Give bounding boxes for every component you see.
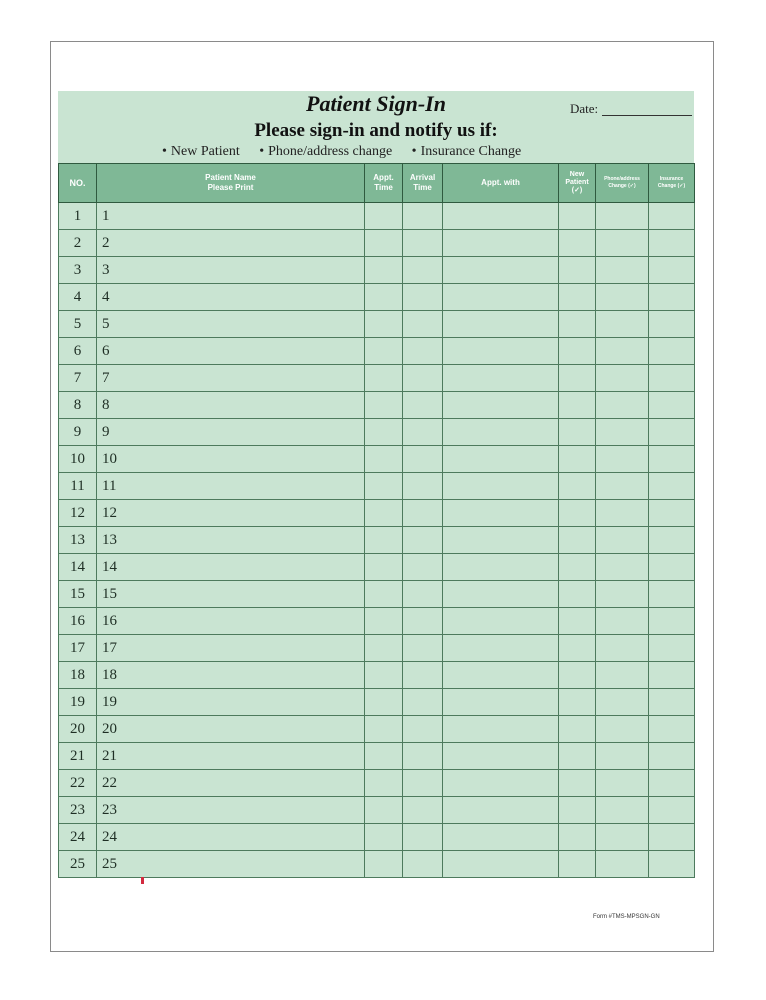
row-number: 2 [59,230,97,257]
appt-with-cell[interactable] [443,365,559,392]
patient-name-cell[interactable]: 2 [97,230,365,257]
patient-name-cell[interactable]: 19 [97,689,365,716]
appt-with-cell[interactable] [443,230,559,257]
row-number: 8 [59,392,97,419]
new-patient-check-cell[interactable] [559,419,596,446]
table-row [59,770,695,797]
table-row [59,365,695,392]
table-row [59,392,695,419]
insurance-change-cell[interactable] [649,554,695,581]
phone-address-change-cell[interactable] [596,743,649,770]
form-title: Patient Sign-In [306,91,446,116]
table-row [59,635,695,662]
patient-name-cell[interactable]: 22 [97,770,365,797]
appt-time-cell[interactable] [365,284,403,311]
appt-time-cell[interactable] [365,770,403,797]
arrival-time-cell[interactable] [403,284,443,311]
row-number: 7 [59,365,97,392]
appt-with-cell[interactable] [443,338,559,365]
insurance-change-cell[interactable] [649,851,695,878]
appt-with-cell[interactable] [443,662,559,689]
new-patient-check-cell[interactable] [559,527,596,554]
patient-name-cell[interactable]: 25 [97,851,365,878]
new-patient-check-cell[interactable] [559,824,596,851]
bullet-insurance-change: • Insurance Change [412,144,522,159]
table-row [59,581,695,608]
arrival-time-cell[interactable] [403,419,443,446]
new-patient-check-cell[interactable] [559,554,596,581]
row-number: 3 [59,257,97,284]
row-number: 1 [59,203,97,230]
appt-with-cell[interactable] [443,446,559,473]
new-patient-check-cell[interactable] [559,635,596,662]
insurance-change-cell[interactable] [649,689,695,716]
arrival-time-cell[interactable] [403,473,443,500]
row-number: 25 [59,851,97,878]
appt-with-cell[interactable] [443,257,559,284]
insurance-change-cell[interactable] [649,635,695,662]
new-patient-check-cell[interactable] [559,257,596,284]
phone-address-change-cell[interactable] [596,500,649,527]
appt-with-cell[interactable] [443,851,559,878]
patient-name-cell[interactable]: 15 [97,581,365,608]
appt-with-cell[interactable] [443,743,559,770]
insurance-change-cell[interactable] [649,824,695,851]
arrival-time-cell[interactable] [403,365,443,392]
patient-name-cell[interactable]: 24 [97,824,365,851]
phone-address-change-cell[interactable] [596,797,649,824]
insurance-change-cell[interactable] [649,662,695,689]
col-header-new-patient: New Patient (✓) [559,164,596,203]
row-number: 10 [59,446,97,473]
appt-with-cell[interactable] [443,770,559,797]
new-patient-check-cell[interactable] [559,662,596,689]
arrival-time-cell[interactable] [403,338,443,365]
col-header-appt-with: Appt. with [443,164,559,203]
insurance-change-cell[interactable] [649,770,695,797]
patient-name-cell[interactable]: 4 [97,284,365,311]
table-row [59,851,695,878]
appt-time-cell[interactable] [365,824,403,851]
row-number: 15 [59,581,97,608]
appt-with-cell[interactable] [443,581,559,608]
arrival-time-cell[interactable] [403,662,443,689]
table-row [59,608,695,635]
notify-bullet-list [162,144,537,160]
appt-time-cell[interactable] [365,635,403,662]
insurance-change-cell[interactable] [649,716,695,743]
arrival-time-cell[interactable] [403,608,443,635]
please-print-label: Please Print [207,183,254,192]
row-number: 13 [59,527,97,554]
appt-with-cell[interactable] [443,608,559,635]
patient-name-cell[interactable]: 23 [97,797,365,824]
appt-time-cell[interactable] [365,500,403,527]
arrival-time-cell[interactable] [403,230,443,257]
appt-time-cell[interactable] [365,392,403,419]
appt-time-cell[interactable] [365,473,403,500]
appt-time-cell[interactable] [365,608,403,635]
appt-time-cell[interactable] [365,743,403,770]
new-patient-check-cell[interactable] [559,608,596,635]
patient-name-cell[interactable]: 8 [97,392,365,419]
bullet-new-patient: • New Patient [162,144,240,159]
patient-name-cell[interactable]: 18 [97,662,365,689]
appt-time-cell[interactable] [365,419,403,446]
row-number: 12 [59,500,97,527]
patient-name-cell[interactable]: 9 [97,419,365,446]
new-patient-check-cell[interactable] [559,284,596,311]
phone-address-change-cell[interactable] [596,554,649,581]
appt-time-cell[interactable] [365,311,403,338]
arrival-time-cell[interactable] [403,392,443,419]
insurance-change-cell[interactable] [649,608,695,635]
patient-name-cell[interactable]: 6 [97,338,365,365]
new-patient-check-cell[interactable] [559,716,596,743]
phone-address-change-cell[interactable] [596,392,649,419]
new-patient-check-cell[interactable] [559,797,596,824]
patient-name-cell[interactable]: 3 [97,257,365,284]
form-subtitle: Please sign-in and notify us if: [254,120,498,141]
insurance-change-cell[interactable] [649,527,695,554]
arrival-time-cell[interactable] [403,311,443,338]
insurance-change-cell[interactable] [649,257,695,284]
date-label: Date: [570,101,599,116]
phone-address-change-cell[interactable] [596,284,649,311]
insurance-change-cell[interactable] [649,203,695,230]
table-row [59,743,695,770]
phone-address-change-cell[interactable] [596,824,649,851]
appt-time-cell[interactable] [365,662,403,689]
arrival-time-cell[interactable] [403,446,443,473]
appt-time-cell[interactable] [365,527,403,554]
insurance-change-cell[interactable] [649,419,695,446]
appt-time-cell[interactable] [365,257,403,284]
table-row [59,338,695,365]
appt-with-cell[interactable] [443,473,559,500]
table-row [59,824,695,851]
arrival-time-cell[interactable] [403,554,443,581]
red-mark [141,877,144,884]
appt-with-cell[interactable] [443,689,559,716]
table-row [59,419,695,446]
row-number: 23 [59,797,97,824]
appt-time-cell[interactable] [365,797,403,824]
row-number: 9 [59,419,97,446]
row-number: 22 [59,770,97,797]
table-row [59,527,695,554]
appt-with-cell[interactable] [443,554,559,581]
new-patient-check-cell[interactable] [559,689,596,716]
row-number: 17 [59,635,97,662]
phone-address-change-cell[interactable] [596,446,649,473]
row-number: 20 [59,716,97,743]
row-number: 19 [59,689,97,716]
appt-time-cell[interactable] [365,446,403,473]
col-header-insurance-change: Insurance Change (✓) [649,164,695,203]
arrival-time-cell[interactable] [403,770,443,797]
row-number: 18 [59,662,97,689]
appt-time-cell[interactable] [365,689,403,716]
appt-with-cell[interactable] [443,284,559,311]
phone-address-change-cell[interactable] [596,689,649,716]
arrival-time-cell[interactable] [403,689,443,716]
appt-with-cell[interactable] [443,392,559,419]
new-patient-check-cell[interactable] [559,365,596,392]
appt-with-cell[interactable] [443,824,559,851]
new-patient-check-cell[interactable] [559,743,596,770]
form-code: Form #TMS-MPSGN-GN [593,914,660,920]
phone-address-change-cell[interactable] [596,527,649,554]
phone-address-change-cell[interactable] [596,608,649,635]
arrival-time-cell[interactable] [403,527,443,554]
phone-address-change-cell[interactable] [596,257,649,284]
appt-with-cell[interactable] [443,419,559,446]
appt-with-cell[interactable] [443,527,559,554]
appt-time-cell[interactable] [365,338,403,365]
row-number: 4 [59,284,97,311]
insurance-change-cell[interactable] [649,797,695,824]
table-row [59,284,695,311]
appt-time-cell[interactable] [365,365,403,392]
appt-with-cell[interactable] [443,797,559,824]
new-patient-check-cell[interactable] [559,338,596,365]
table-row [59,257,695,284]
new-patient-check-cell[interactable] [559,473,596,500]
insurance-change-cell[interactable] [649,473,695,500]
arrival-time-cell[interactable] [403,743,443,770]
appt-with-cell[interactable] [443,311,559,338]
col-header-appt-time: Appt. Time [365,164,403,203]
new-patient-check-cell[interactable] [559,500,596,527]
phone-address-change-cell[interactable] [596,365,649,392]
table-row [59,230,695,257]
form-header [58,91,694,163]
insurance-change-cell[interactable] [649,284,695,311]
insurance-change-cell[interactable] [649,338,695,365]
table-row [59,500,695,527]
table-header-row [59,164,695,203]
appt-time-cell[interactable] [365,554,403,581]
insurance-change-cell[interactable] [649,230,695,257]
new-patient-check-cell[interactable] [559,851,596,878]
new-patient-check-cell[interactable] [559,581,596,608]
insurance-change-cell[interactable] [649,311,695,338]
appt-time-cell[interactable] [365,716,403,743]
insurance-change-cell[interactable] [649,365,695,392]
col-header-patient-name [97,164,365,203]
arrival-time-cell[interactable] [403,635,443,662]
phone-address-change-cell[interactable] [596,716,649,743]
row-number: 21 [59,743,97,770]
phone-address-change-cell[interactable] [596,662,649,689]
patient-name-cell[interactable]: 17 [97,635,365,662]
insurance-change-cell[interactable] [649,500,695,527]
new-patient-check-cell[interactable] [559,311,596,338]
arrival-time-cell[interactable] [403,500,443,527]
arrival-time-cell[interactable] [403,203,443,230]
new-patient-check-cell[interactable] [559,446,596,473]
arrival-time-cell[interactable] [403,716,443,743]
insurance-change-cell[interactable] [649,392,695,419]
table-row [59,716,695,743]
table-row [59,203,695,230]
phone-address-change-cell[interactable] [596,581,649,608]
patient-name-cell[interactable]: 12 [97,500,365,527]
table-row [59,797,695,824]
sign-in-table [58,163,695,878]
insurance-change-cell[interactable] [649,743,695,770]
row-number: 11 [59,473,97,500]
table-row [59,311,695,338]
patient-name-cell[interactable]: 10 [97,446,365,473]
table-row [59,473,695,500]
arrival-time-cell[interactable] [403,824,443,851]
phone-address-change-cell[interactable] [596,770,649,797]
patient-name-cell[interactable]: 11 [97,473,365,500]
appt-with-cell[interactable] [443,203,559,230]
phone-address-change-cell[interactable] [596,419,649,446]
patient-name-cell[interactable]: 13 [97,527,365,554]
patient-name-cell[interactable]: 21 [97,743,365,770]
new-patient-check-cell[interactable] [559,392,596,419]
patient-name-cell[interactable]: 14 [97,554,365,581]
arrival-time-cell[interactable] [403,851,443,878]
arrival-time-cell[interactable] [403,257,443,284]
appt-with-cell[interactable] [443,635,559,662]
appt-time-cell[interactable] [365,203,403,230]
table-row [59,689,695,716]
insurance-change-cell[interactable] [649,581,695,608]
bullet-phone-address-change: • Phone/address change [259,144,392,159]
patient-name-cell[interactable]: 16 [97,608,365,635]
patient-name-cell[interactable]: 20 [97,716,365,743]
phone-address-change-cell[interactable] [596,230,649,257]
col-header-phone-address-change: Phone/address Change (✓) [596,164,649,203]
arrival-time-cell[interactable] [403,797,443,824]
phone-address-change-cell[interactable] [596,635,649,662]
col-header-arrival-time: Arrival Time [403,164,443,203]
row-number: 6 [59,338,97,365]
patient-name-cell[interactable]: 1 [97,203,365,230]
new-patient-check-cell[interactable] [559,230,596,257]
phone-address-change-cell[interactable] [596,338,649,365]
patient-name-cell[interactable]: 7 [97,365,365,392]
insurance-change-cell[interactable] [649,446,695,473]
col-header-no: NO. [59,164,97,203]
arrival-time-cell[interactable] [403,581,443,608]
row-number: 24 [59,824,97,851]
row-number: 16 [59,608,97,635]
appt-with-cell[interactable] [443,716,559,743]
phone-address-change-cell[interactable] [596,473,649,500]
phone-address-change-cell[interactable] [596,311,649,338]
phone-address-change-cell[interactable] [596,203,649,230]
appt-time-cell[interactable] [365,581,403,608]
row-number: 5 [59,311,97,338]
new-patient-check-cell[interactable] [559,770,596,797]
appt-with-cell[interactable] [443,500,559,527]
patient-name-cell[interactable]: 5 [97,311,365,338]
table-row [59,554,695,581]
appt-time-cell[interactable] [365,851,403,878]
table-row [59,446,695,473]
appt-time-cell[interactable] [365,230,403,257]
row-number: 14 [59,554,97,581]
date-field-line[interactable] [602,115,692,116]
phone-address-change-cell[interactable] [596,851,649,878]
patient-name-label: Patient Name [205,173,256,182]
new-patient-check-cell[interactable] [559,203,596,230]
table-row [59,662,695,689]
